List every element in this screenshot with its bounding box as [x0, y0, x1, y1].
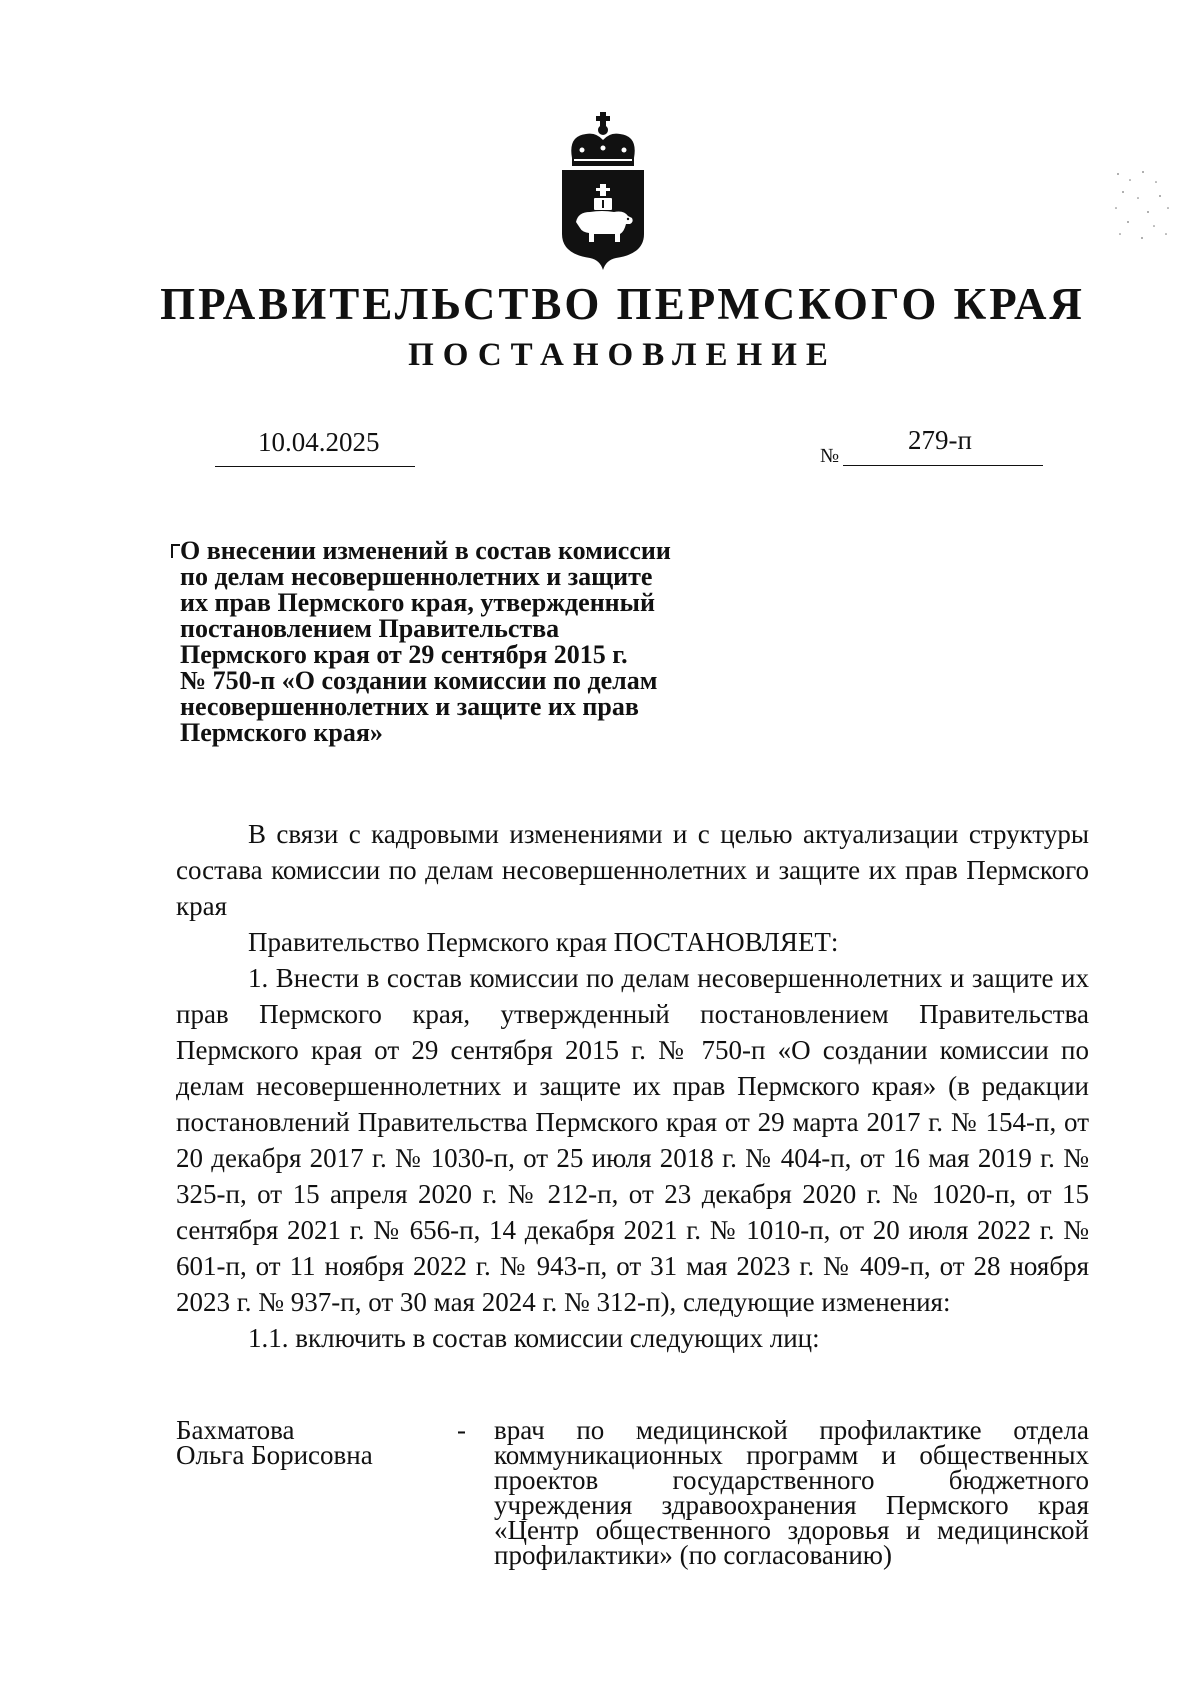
subject-line: по делам несовершеннолетних и защите	[180, 562, 653, 591]
subject-corner-bracket	[171, 544, 180, 558]
document-number: 279-п	[908, 425, 972, 455]
perm-krai-coat-of-arms-icon	[558, 112, 648, 272]
government-title: ПРАВИТЕЛЬСТВО ПЕРМСКОГО КРАЯ	[160, 279, 1085, 329]
member-role: врач по медицинской профилактике отдела коммуникационных программ и общественных проектов государственного бюджетного учреждения здравоохранения Пермского края «Центр общественного здоровья и медицинской профилактики» (по согласованию)	[494, 1415, 1089, 1570]
subject-line: Пермского края»	[180, 718, 383, 747]
preamble-paragraph: В связи с кадровыми изменениями и с целью актуализации структуры состава комиссии по делам несовершеннолетних и защите их прав Пермского края	[176, 819, 1089, 921]
scan-artifact	[1108, 168, 1183, 248]
subject-line: О внесении изменений в состав комиссии	[180, 536, 671, 565]
member-name	[176, 1415, 426, 1470]
subject-line: постановлением Правительства	[180, 614, 560, 643]
document-body	[176, 816, 1089, 1356]
number-sign: №	[820, 445, 840, 467]
subject-line: Пермского края от 29 сентября 2015 г.	[180, 640, 628, 669]
member-surname: Бахматова	[176, 1415, 295, 1445]
document-subject	[180, 538, 740, 746]
subject-line: № 750-п «О создании комиссии по делам	[180, 666, 658, 695]
subject-line: их прав Пермского края, утвержденный	[180, 588, 655, 617]
resolves-paragraph: Правительство Пермского края ПОСТАНОВЛЯЕТ:	[248, 927, 839, 957]
member-given-names: Ольга Борисовна	[176, 1440, 373, 1470]
item-1-1-paragraph: 1.1. включить в состав комиссии следующих лиц:	[248, 1323, 820, 1353]
member-dash: -	[457, 1415, 466, 1445]
number-underline	[843, 465, 1043, 466]
subject-line: несовершеннолетних и защите их прав	[180, 692, 639, 721]
document-date: 10.04.2025	[258, 427, 380, 457]
date-underline	[215, 466, 415, 467]
item-1-paragraph: 1. Внести в состав комиссии по делам несовершеннолетних и защите их прав Пермского края, утвержденный постановлением Правительства Пермского края от 29 сентября 2015 г. № 750-п «О создании комиссии по делам несовершеннолетних и защите их прав Пермского края» (в редакции постановлений Правительства Пермского края от 29 марта 2017 г. № 154-п, от 20 декабря 2017 г. № 1030-п, от 25 июля 2018 г. № 404-п, от 16 мая 2019 г. № 325-п, от 15 апреля 2020 г. № 212-п, от 23 декабря 2020 г. № 1020-п, от 15 сентября 2021 г. № 656-п, 14 декабря 2021 г. № 1010-п, от 20 июля 2022 г. № 601-п, от 11 ноября 2022 г. № 943-п, от 31 мая 2023 г. № 409-п, от 28 ноября 2023 г. № 937-п, от 30 мая 2024 г. № 312-п), следующие изменения:	[176, 963, 1089, 1317]
document-type: ПОСТАНОВЛЕНИЕ	[408, 337, 837, 373]
